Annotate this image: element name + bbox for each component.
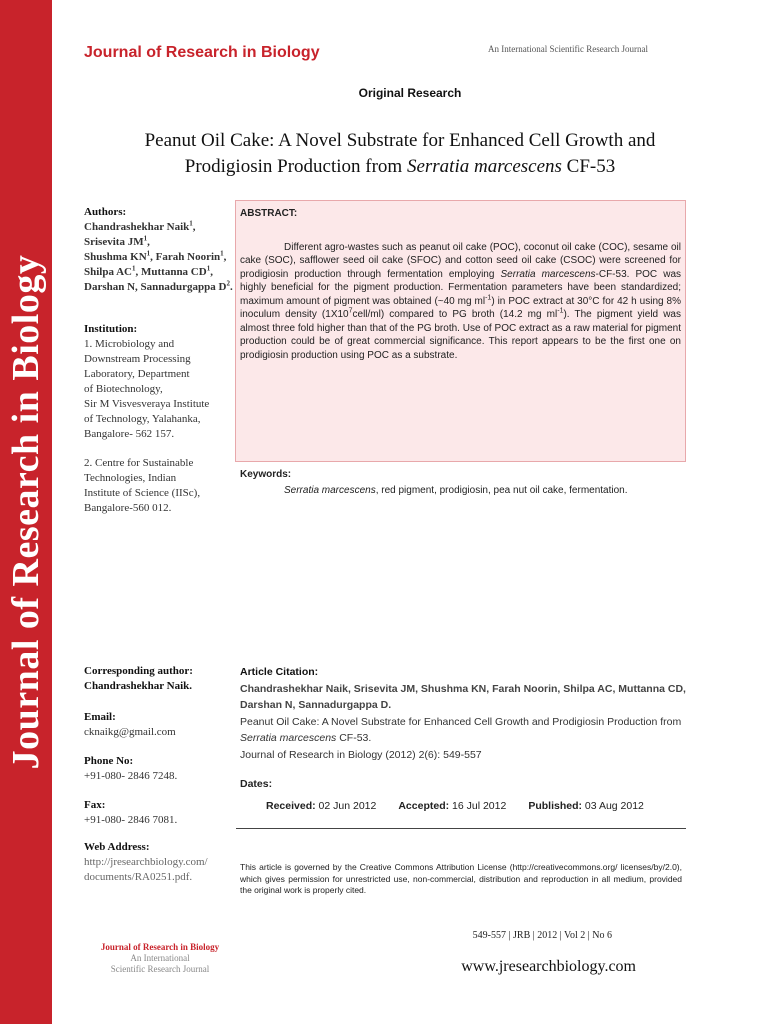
keyword-species: Serratia marcescens	[284, 485, 376, 496]
dates-label: Dates:	[240, 778, 273, 790]
authors-label: Authors:	[84, 206, 127, 218]
abstract-sup: -1	[485, 294, 492, 302]
phone-block	[84, 754, 236, 784]
citation-block	[240, 664, 686, 763]
abstract-seg: Different agro-wastes such as peanut oil cake (POC), coconut oil cake (COC), sesame oil cake (SOC), safflower seed oil cake (SFOC) and cotton seed oil cake (CSOC) were screened for prodigiosin production through fermentation employing	[240, 241, 681, 280]
received-date	[266, 800, 376, 812]
received-value: 02 Jun 2012	[318, 800, 377, 812]
inst1-line: 1. Microbiology and	[84, 338, 175, 350]
title-part2: CF-53	[561, 156, 616, 177]
inst1-line: of Technology, Yalahanka,	[84, 413, 201, 425]
author-3: Shushma KN	[84, 251, 147, 263]
keywords-label: Keywords:	[240, 469, 292, 480]
author-4-affil: 1	[220, 249, 224, 258]
institution-2-block	[84, 456, 236, 516]
accepted-value: 16 Jul 2012	[452, 800, 507, 812]
sep: ,	[150, 251, 156, 263]
email-label: Email:	[84, 711, 116, 723]
author-2-affil: 1	[143, 234, 148, 243]
sep: ,	[135, 266, 139, 278]
author-1-affil: 1	[189, 219, 193, 228]
web-block	[84, 840, 236, 885]
accepted-label: Accepted:	[398, 800, 450, 812]
author-6-affil: 1	[206, 264, 211, 273]
dates-block	[240, 778, 686, 812]
abstract-seg: ) in POC extract at 30°C for 42 h using 8% inoculum density (1X10	[240, 295, 681, 320]
email-value[interactable]: cknaikg@gmail.com	[84, 726, 176, 738]
divider	[236, 828, 686, 829]
corresponding-name: Chandrashekhar Naik.	[84, 680, 192, 692]
web-label: Web Address:	[84, 841, 150, 853]
license-text: This article is governed by the Creative Commons Attribution License (http://creativecommons.org/ licenses/by/2.0), which gives permission for unrestricted use, non-commercial, distribution and reproduction in all medium, provided the original work is properly cited.	[240, 862, 682, 895]
inst2-line: 2. Centre for Sustainable	[84, 457, 194, 469]
journal-header: Journal of Research in Biology	[84, 44, 320, 61]
author-1: Chandrashekhar Naik	[84, 221, 190, 233]
keyword-rest: , red pigment, prodigiosin, pea nut oil cake, fermentation.	[375, 485, 628, 496]
inst2-line: Institute of Science (IISc),	[84, 487, 201, 499]
abstract-label: ABSTRACT:	[240, 208, 298, 219]
phone-value: +91-080- 2846 7248.	[84, 770, 178, 782]
abstract-seg: ). The pigment yield was almost three fold higher than that of the PG broth. Use of POC extract as a raw material for pigment production could be of great commercial significance. This report appears to be the first one on prodigiosin production using POC as a substrate.	[240, 309, 681, 361]
accepted-date	[398, 800, 506, 812]
author-8-affil: 2	[226, 279, 230, 288]
footer-logo	[80, 942, 240, 975]
institution-label: Institution:	[84, 323, 138, 335]
fax-block	[84, 798, 236, 828]
footer-logo-title: Journal of Research in Biology	[100, 942, 220, 952]
fax-value: +91-080- 2846 7081.	[84, 814, 178, 826]
keywords-values	[240, 483, 686, 499]
citation-label: Article Citation:	[240, 666, 319, 678]
web-url-line1[interactable]: http://jresearchbiology.com/	[84, 856, 208, 868]
author-8: Sannadurgappa D	[140, 281, 227, 293]
corresponding-label: Corresponding author:	[84, 665, 193, 677]
footer-logo-sub1: An International	[130, 953, 190, 963]
citation-authors: Chandrashekhar Naik, Srisevita JM, Shushma KN, Farah Noorin, Shilpa AC, Muttanna CD, Darshan N, Sannadurgappa D.	[240, 682, 686, 711]
article-type: Original Research	[358, 86, 462, 100]
fax-label: Fax:	[84, 799, 106, 811]
abstract-seg: -CF-53. POC was highly beneficial for the pigment production. Fermentation parameters have been standardized; maximum amount of pigment was obtained (~40 mg ml	[240, 268, 682, 307]
author-6: Muttanna CD	[141, 266, 207, 278]
sep: ,	[223, 251, 227, 263]
abstract-seg: cell/ml) compared to PG broth (14.2 mg ml	[352, 309, 558, 320]
sep: ,	[147, 236, 150, 248]
author-2: Srisevita JM	[84, 236, 144, 248]
published-label: Published:	[528, 800, 582, 812]
authors-block	[84, 205, 236, 295]
sidebar-banner	[0, 0, 52, 1024]
corresponding-block	[84, 664, 236, 694]
published-date	[528, 800, 644, 812]
keywords-block	[240, 467, 686, 499]
phone-label: Phone No:	[84, 755, 134, 767]
article-title	[100, 128, 700, 180]
title-part1: Peanut Oil Cake: A Novel Substrate for Enhanced Cell Growth and Prodigiosin Production from	[144, 130, 656, 177]
author-5: Shilpa AC	[84, 266, 132, 278]
citation-ref: Journal of Research in Biology (2012) 2(6): 549-557	[240, 748, 482, 761]
inst1-line: of Biotechnology,	[84, 383, 163, 395]
inst1-line: Downstream Processing	[84, 353, 191, 365]
inst2-line: Technologies, Indian	[84, 472, 177, 484]
institution-block	[84, 322, 236, 442]
footer-issue-meta: 549-557 | JRB | 2012 | Vol 2 | No 6	[472, 930, 612, 941]
published-value: 03 Aug 2012	[584, 800, 644, 812]
inst1-line: Laboratory, Department	[84, 368, 190, 380]
abstract-box	[235, 200, 686, 462]
author-7: Darshan N,	[84, 281, 138, 293]
inst1-line: Bangalore- 562 157.	[84, 428, 175, 440]
footer-website-link[interactable]: www.jresearchbiology.com	[461, 958, 636, 975]
journal-tagline: An International Scientific Research Journal	[488, 44, 648, 54]
citation-species: Serratia marcescens	[240, 732, 337, 744]
footer-logo-sub2: Scientific Research Journal	[110, 964, 210, 974]
author-3-affil: 1	[146, 249, 151, 258]
authors-list	[84, 220, 236, 295]
citation-title	[240, 714, 686, 747]
author-4: Farah Noorin	[155, 251, 221, 263]
abstract-text	[240, 241, 681, 363]
abstract-species: Serratia marcescens	[500, 268, 596, 280]
inst1-line: Sir M Visvesveraya Institute	[84, 398, 210, 410]
email-block	[84, 710, 236, 740]
sep: ,	[210, 266, 213, 278]
received-label: Received:	[266, 800, 316, 812]
abstract-sup: -1	[557, 307, 564, 315]
web-url-line2[interactable]: documents/RA0251.pdf.	[84, 871, 193, 883]
title-species: Serratia marcescens	[406, 156, 562, 177]
citation-title-seg: Peanut Oil Cake: A Novel Substrate for Enhanced Cell Growth and Prodigiosin Production from	[240, 715, 682, 728]
sep: ,	[192, 221, 196, 233]
dates-row	[240, 800, 686, 812]
inst2-line: Bangalore-560 012.	[84, 502, 172, 514]
abstract-sup: 7	[348, 307, 353, 315]
author-5-affil: 1	[132, 264, 136, 273]
sep: .	[229, 281, 233, 293]
sidebar-journal-title: Journal of Research in Biology	[5, 254, 47, 770]
citation-title-seg: CF-53.	[336, 732, 372, 744]
